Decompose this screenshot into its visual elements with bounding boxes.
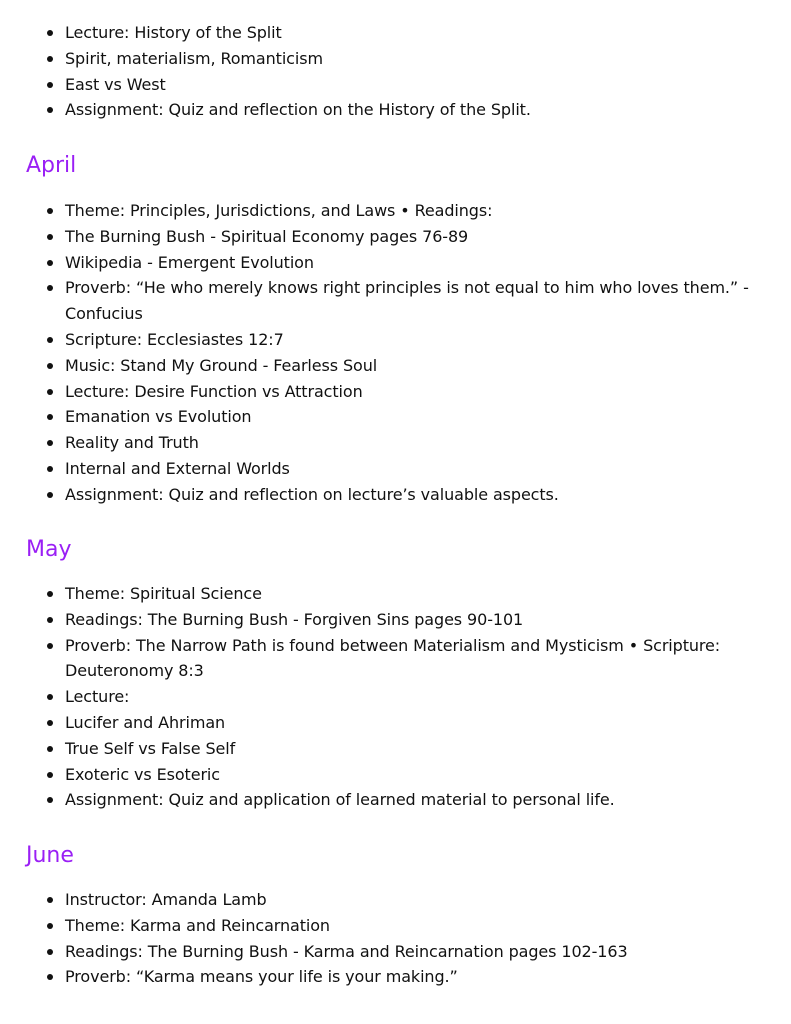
may-list [0, 581, 791, 813]
june-section [0, 887, 791, 990]
april-list [0, 198, 791, 508]
list-item: Reality and Truth [0, 430, 791, 456]
list-item: Spirit, materialism, Romanticism [0, 46, 791, 72]
list-item: Assignment: Quiz and application of learned material to personal life. [0, 787, 791, 813]
list-item: Internal and External Worlds [0, 456, 791, 482]
list-item: Lucifer and Ahriman [0, 710, 791, 736]
list-item: Assignment: Quiz and reflection on the History of the Split. [0, 97, 791, 123]
list-item: Instructor: Amanda Lamb [0, 887, 791, 913]
list-item: Theme: Principles, Jurisdictions, and Laws • Readings: [0, 198, 791, 224]
list-item: Music: Stand My Ground - Fearless Soul [0, 353, 791, 379]
list-item: Proverb: The Narrow Path is found between Materialism and Mysticism • Scripture: Deuteronomy 8:3 [0, 633, 791, 685]
may-section [0, 581, 791, 813]
list-item: Assignment: Quiz and reflection on lecture’s valuable aspects. [0, 482, 791, 508]
june-list [0, 887, 791, 990]
list-item: Exoteric vs Esoteric [0, 762, 791, 788]
list-item: True Self vs False Self [0, 736, 791, 762]
section-heading-may: May [26, 537, 72, 562]
list-item: Theme: Karma and Reincarnation [0, 913, 791, 939]
list-item: Lecture: Desire Function vs Attraction [0, 379, 791, 405]
list-item: Readings: The Burning Bush - Karma and Reincarnation pages 102-163 [0, 939, 791, 965]
list-item: Wikipedia - Emergent Evolution [0, 250, 791, 276]
list-item: Emanation vs Evolution [0, 404, 791, 430]
list-item: The Burning Bush - Spiritual Economy pages 76-89 [0, 224, 791, 250]
april-section [0, 198, 791, 508]
list-item: Proverb: “Karma means your life is your making.” [0, 964, 791, 990]
list-item: Scripture: Ecclesiastes 12:7 [0, 327, 791, 353]
section-heading-april: April [26, 153, 77, 178]
list-item: Readings: The Burning Bush - Forgiven Sins pages 90-101 [0, 607, 791, 633]
intro-list [0, 20, 791, 123]
list-item: East vs West [0, 72, 791, 98]
list-item: Proverb: “He who merely knows right principles is not equal to him who loves them.” - Confucius [0, 275, 791, 327]
intro-section [0, 20, 791, 123]
list-item: Lecture: [0, 684, 791, 710]
list-item: Theme: Spiritual Science [0, 581, 791, 607]
section-heading-june: June [26, 843, 74, 868]
list-item: Lecture: History of the Split [0, 20, 791, 46]
